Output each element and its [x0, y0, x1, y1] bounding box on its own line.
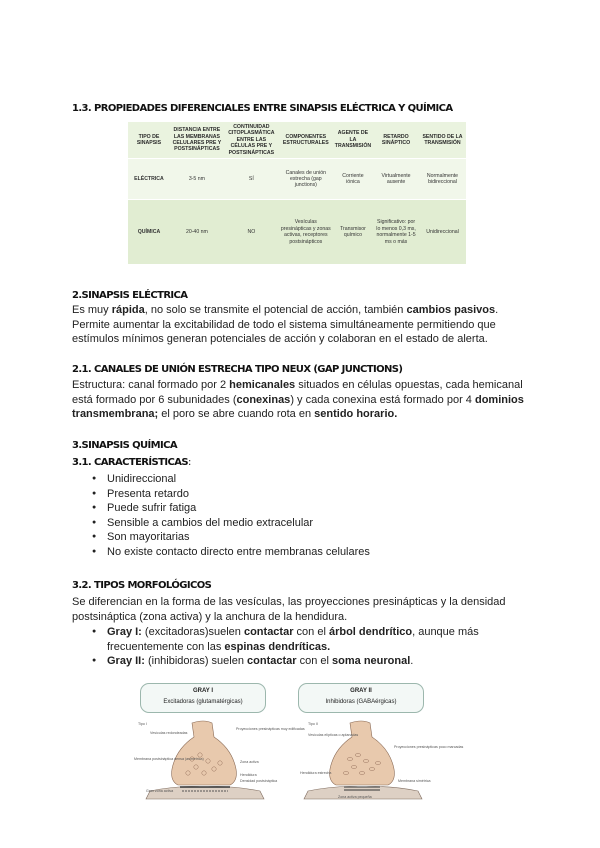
table-cell: 3-5 nm — [188, 175, 205, 182]
table-cell: Virtualmente ausente — [381, 172, 411, 186]
section-1-3-heading: 1.3. PROPIEDADES DIFERENCIALES ENTRE SINAPSIS ELÉCTRICA Y QUÍMICA — [72, 103, 453, 114]
bold-text: rápida — [111, 304, 145, 316]
text-run: , no solo se transmite el potencial de acción, también — [144, 304, 407, 316]
gray-ii-label: Proyecciones presinápticas poco marcadas — [394, 745, 464, 749]
bold-text: Gray I: — [107, 626, 142, 638]
list-item: ● Sensible a cambios del medio extracelular — [92, 516, 370, 531]
bold-text: árbol dendrítico — [328, 626, 413, 638]
text-run: Estructura: canal formado por 2 — [72, 379, 230, 391]
gray-i-label: Proyecciones presinápticas muy edificadas — [236, 727, 305, 731]
bold-text: conexinas — [236, 393, 291, 406]
bold-text: soma neuronal — [332, 655, 411, 668]
gray-i-subtitle: Excitadoras (glutamatérgicas) — [163, 699, 243, 705]
table-cell: Normalmente bidireccional — [426, 172, 459, 186]
table-cell: Corriente iónica — [342, 172, 364, 186]
gray-i-label: Hendidura — [240, 773, 257, 777]
section-2-paragraph — [72, 303, 542, 347]
table-header-cell: SENTIDO DE LA TRANSMISIÓN — [422, 133, 463, 147]
gray-ii-label: Hendidura estrecha — [300, 771, 332, 775]
properties-table — [128, 122, 466, 264]
gray-i-title-box — [140, 683, 266, 713]
table-cell: Canales de unión estrecha (gap junctions) — [285, 169, 326, 189]
list-item — [92, 654, 532, 669]
list-item: ● Unidireccional — [92, 472, 370, 487]
heading-text: 3.1. CARACTERÍSTICAS — [72, 457, 188, 468]
gray-ii-title: GRAY II — [350, 688, 372, 694]
text-run: el poro se abre cuando rota en — [158, 408, 315, 421]
list-item: ● Presenta retardo — [92, 487, 370, 502]
gray-i-label: Gran zona activa — [146, 789, 174, 793]
table-cell: 20-40 nm — [185, 228, 208, 235]
table-cell: QUÍMICA — [137, 228, 161, 235]
text-run: (excitadoras)suelen — [141, 626, 244, 638]
text-run: . — [410, 655, 414, 668]
gray-i-type-label: Tipo I — [138, 722, 147, 726]
gray-i-figure — [134, 683, 305, 803]
gray-ii-type-label: Tipo II — [308, 722, 318, 726]
gray-i-label: Membrana postsináptica densa (asimétrica) — [134, 757, 204, 761]
section-2-1-paragraph — [72, 378, 542, 422]
table-header-cell: COMPONENTES ESTRUCTURALES — [282, 133, 329, 147]
table-cell: Transmisor químico — [340, 225, 366, 239]
gray-ii-label: Zona activa pequeña — [338, 795, 372, 799]
gray-ii-synapse-drawing — [298, 719, 448, 805]
gray-ii-subtitle: Inhibidoras (GABAérgicas) — [325, 699, 397, 705]
table-row — [128, 200, 466, 264]
table-cell: Vesículas presinápticas y zonas activas, receptores postsinápticos — [280, 219, 331, 245]
list-item: ● Son mayoritarias — [92, 530, 370, 545]
list-item: ● Puede sufrir fatiga — [92, 501, 370, 516]
text-run: (inhibidoras) suelen — [144, 655, 248, 668]
text-run: con el — [296, 655, 333, 668]
table-header-row — [128, 122, 466, 159]
table-header-cell: CONTINUIDAD CITOPLASMÁTICA ENTRE LAS CÉLULAS PRE Y POSTSINÁPTICAS — [228, 124, 275, 156]
gray-ii-figure — [298, 683, 464, 803]
text-run: con el — [293, 626, 329, 638]
section-3-2-heading: 3.2. TIPOS MORFOLÓGICOS — [72, 580, 212, 591]
table-header-cell: RETARDO SINÁPTICO — [381, 133, 411, 147]
bold-text: hemicanales — [229, 379, 296, 391]
table-cell: Significativo: por lo menos 0,3 ms, normalmente 1-5 ms o más — [376, 219, 416, 245]
bold-text: dominios transmembrana; — [72, 393, 524, 421]
gray-i-title: GRAY I — [192, 688, 213, 694]
list-item — [92, 625, 532, 654]
bold-text: contactar — [243, 626, 294, 638]
text-run: situados en células opuestas, cada hemicanal está formado por 6 subunidades ( — [72, 379, 523, 406]
section-2-1-heading: 2.1. CANALES DE UNIÓN ESTRECHA TIPO NEUX (GAP JUNCTIONS) — [72, 364, 403, 375]
table-cell: ELÉCTRICA — [134, 175, 164, 182]
gray-ii-title-box — [298, 683, 424, 713]
bold-text: espinas dendríticas. — [224, 640, 331, 653]
bold-text: contactar — [247, 655, 297, 668]
section-3-heading: 3.SINAPSIS QUÍMICA — [72, 440, 178, 451]
gray-i-label: Zona activa — [240, 760, 259, 764]
table-cell: NO — [247, 228, 256, 235]
heading-colon: : — [187, 457, 191, 468]
bold-text: Gray II: — [107, 655, 145, 668]
section-2-heading: 2.SINAPSIS ELÉCTRICA — [72, 290, 188, 301]
text-run: . — [495, 304, 499, 316]
gray-ii-label: Vesículas elípticas o aplanadas — [308, 733, 359, 737]
table-row — [128, 159, 466, 200]
list-item: ● No existe contacto directo entre membranas celulares — [92, 545, 370, 560]
gray-i-label: Vesículas redondeadas — [150, 731, 188, 735]
section-3-2-intro: Se diferencian en la forma de las vesículas, las proyecciones presinápticas y la densidad postsináptica (zona activa) y la anchura de la hendidura. — [72, 596, 506, 623]
bold-text: sentido horario. — [314, 408, 398, 421]
characteristics-list — [92, 472, 370, 560]
gray-i-label: Densidad postsináptica — [240, 779, 278, 783]
table-header-cell: TIPO DE SINAPSIS — [136, 133, 162, 147]
table-cell: Unidireccional — [426, 228, 459, 235]
text-run: ) y cada conexina está formado por 4 — [290, 393, 475, 406]
morphological-types-list — [92, 625, 532, 669]
section-3-1-heading — [72, 457, 191, 468]
table-cell: SÍ — [248, 175, 254, 182]
text-run: Permite aumentar la excitabilidad de todo el sistema simultáneamente permitiendo que estímulos mínimos generan potenciales de acción y colaboran en el estado de alerta. — [72, 318, 496, 346]
text-run: Es muy — [72, 304, 112, 316]
text-run: , aunque más frecuentemente con las — [107, 626, 479, 653]
bold-text: cambios pasivos — [406, 304, 496, 316]
table-header-cell: AGENTE DE LA TRANSMISIÓN — [334, 130, 372, 150]
gray-ii-label: Membrana simétrica — [398, 779, 431, 783]
table-header-cell: DISTANCIA ENTRE LAS MEMBRANAS CELULARES PRE Y POSTSINÁPTICAS — [172, 127, 222, 153]
